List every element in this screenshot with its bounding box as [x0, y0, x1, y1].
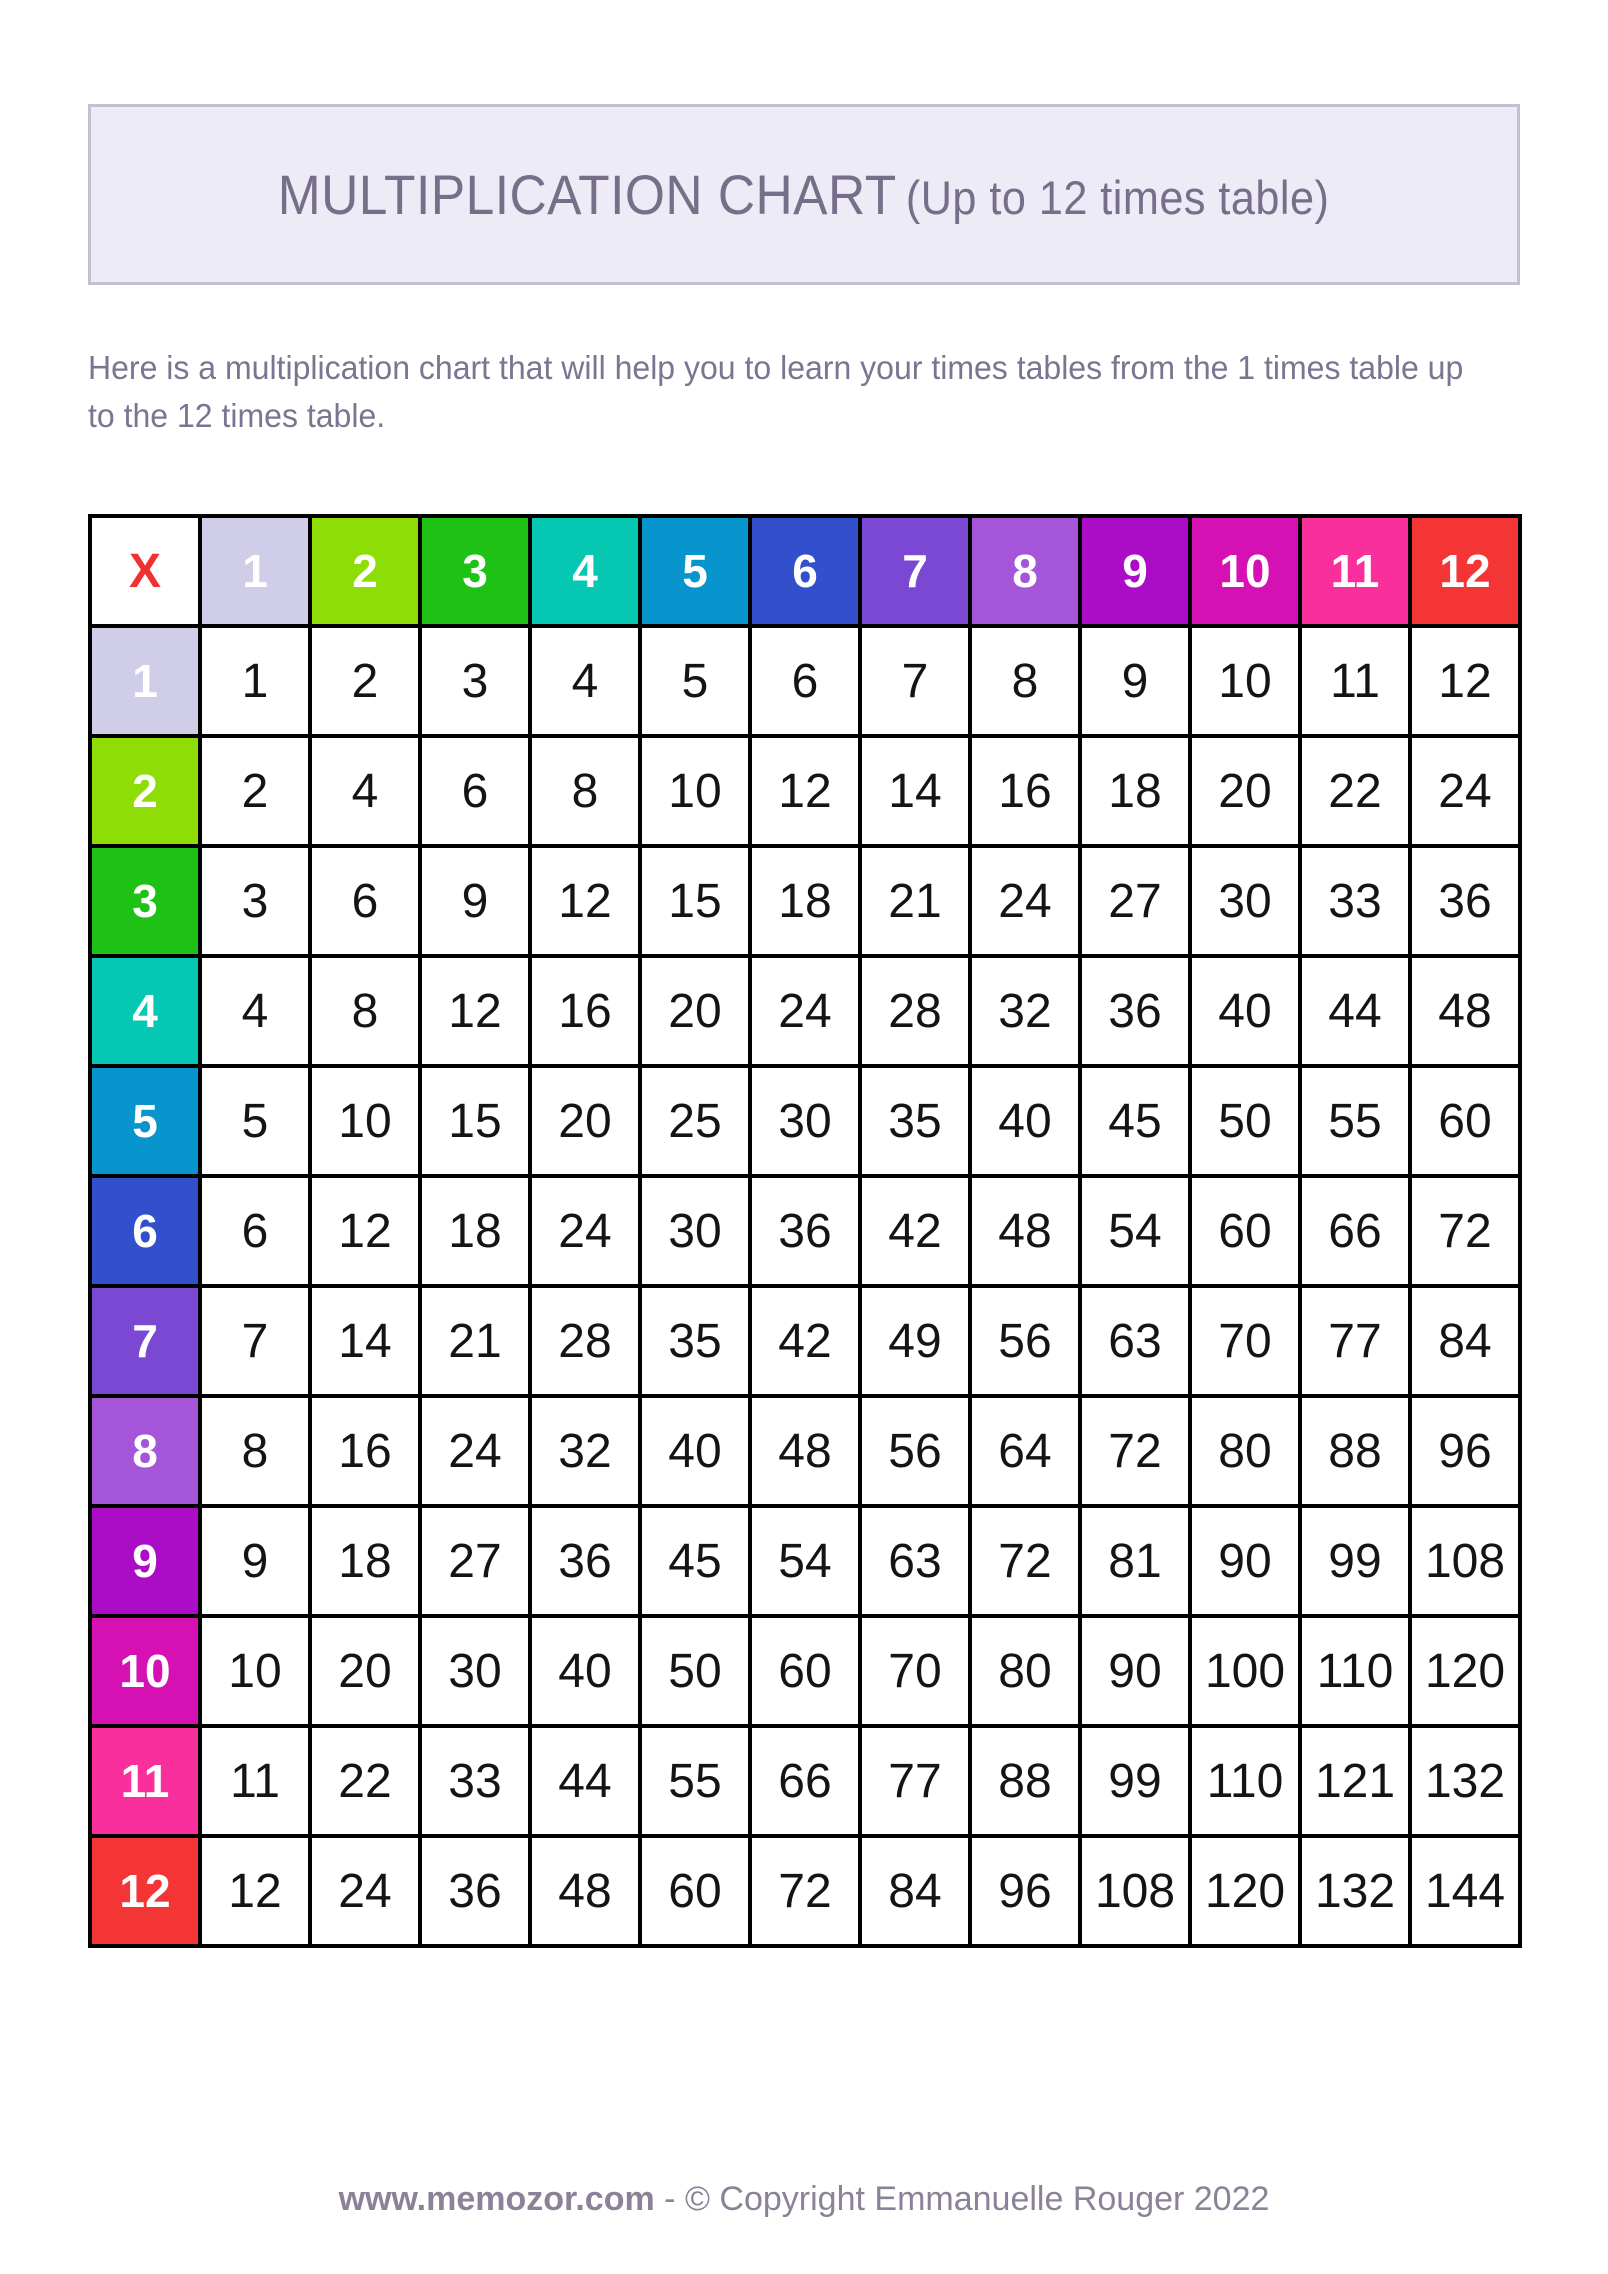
table-body	[90, 626, 1520, 1946]
product-cell-7x2: 14	[310, 1286, 420, 1396]
product-cell-12x2: 24	[310, 1836, 420, 1946]
product-cell-2x1: 2	[200, 736, 310, 846]
table-row-2	[90, 736, 1520, 846]
page-title	[278, 162, 1330, 227]
product-cell-12x9: 108	[1080, 1836, 1190, 1946]
product-cell-7x4: 28	[530, 1286, 640, 1396]
product-cell-8x5: 40	[640, 1396, 750, 1506]
row-header-7: 7	[90, 1286, 200, 1396]
product-cell-11x11: 121	[1300, 1726, 1410, 1836]
product-cell-9x11: 99	[1300, 1506, 1410, 1616]
row-header-9: 9	[90, 1506, 200, 1616]
row-header-8: 8	[90, 1396, 200, 1506]
column-header-9: 9	[1080, 516, 1190, 626]
product-cell-11x2: 22	[310, 1726, 420, 1836]
product-cell-9x10: 90	[1190, 1506, 1300, 1616]
product-cell-2x9: 18	[1080, 736, 1190, 846]
product-cell-3x2: 6	[310, 846, 420, 956]
product-cell-7x12: 84	[1410, 1286, 1520, 1396]
table-row-10	[90, 1616, 1520, 1726]
product-cell-12x11: 132	[1300, 1836, 1410, 1946]
product-cell-3x3: 9	[420, 846, 530, 956]
product-cell-1x10: 10	[1190, 626, 1300, 736]
table-row-12	[90, 1836, 1520, 1946]
product-cell-3x7: 21	[860, 846, 970, 956]
product-cell-11x7: 77	[860, 1726, 970, 1836]
product-cell-2x3: 6	[420, 736, 530, 846]
table-row-3	[90, 846, 1520, 956]
description-text: Here is a multiplication chart that will help you to learn your times tables from the 1 times table up to the 12 times table.	[88, 349, 1464, 434]
product-cell-9x7: 63	[860, 1506, 970, 1616]
product-cell-11x6: 66	[750, 1726, 860, 1836]
column-header-8: 8	[970, 516, 1080, 626]
product-cell-4x11: 44	[1300, 956, 1410, 1066]
row-header-6: 6	[90, 1176, 200, 1286]
product-cell-1x11: 11	[1300, 626, 1410, 736]
product-cell-10x2: 20	[310, 1616, 420, 1726]
product-cell-1x3: 3	[420, 626, 530, 736]
product-cell-1x2: 2	[310, 626, 420, 736]
product-cell-8x8: 64	[970, 1396, 1080, 1506]
product-cell-12x8: 96	[970, 1836, 1080, 1946]
product-cell-6x2: 12	[310, 1176, 420, 1286]
product-cell-3x12: 36	[1410, 846, 1520, 956]
product-cell-9x6: 54	[750, 1506, 860, 1616]
row-header-12: 12	[90, 1836, 200, 1946]
product-cell-5x2: 10	[310, 1066, 420, 1176]
product-cell-5x12: 60	[1410, 1066, 1520, 1176]
product-cell-12x4: 48	[530, 1836, 640, 1946]
page-title-main: MULTIPLICATION CHART	[278, 163, 898, 226]
product-cell-12x12: 144	[1410, 1836, 1520, 1946]
product-cell-12x3: 36	[420, 1836, 530, 1946]
product-cell-10x12: 120	[1410, 1616, 1520, 1726]
header-row	[90, 516, 1520, 626]
product-cell-1x12: 12	[1410, 626, 1520, 736]
multiplication-table	[88, 514, 1522, 1948]
product-cell-4x4: 16	[530, 956, 640, 1066]
product-cell-4x3: 12	[420, 956, 530, 1066]
product-cell-5x1: 5	[200, 1066, 310, 1176]
product-cell-3x9: 27	[1080, 846, 1190, 956]
product-cell-9x3: 27	[420, 1506, 530, 1616]
row-header-1: 1	[90, 626, 200, 736]
column-header-5: 5	[640, 516, 750, 626]
product-cell-10x5: 50	[640, 1616, 750, 1726]
product-cell-7x3: 21	[420, 1286, 530, 1396]
product-cell-4x7: 28	[860, 956, 970, 1066]
product-cell-1x7: 7	[860, 626, 970, 736]
product-cell-4x5: 20	[640, 956, 750, 1066]
product-cell-4x6: 24	[750, 956, 860, 1066]
table-row-4	[90, 956, 1520, 1066]
product-cell-7x7: 49	[860, 1286, 970, 1396]
product-cell-5x3: 15	[420, 1066, 530, 1176]
product-cell-9x2: 18	[310, 1506, 420, 1616]
row-header-3: 3	[90, 846, 200, 956]
table-row-6	[90, 1176, 1520, 1286]
table-row-7	[90, 1286, 1520, 1396]
product-cell-9x4: 36	[530, 1506, 640, 1616]
column-header-4: 4	[530, 516, 640, 626]
page-title-suffix: (Up to 12 times table)	[906, 171, 1330, 224]
product-cell-7x6: 42	[750, 1286, 860, 1396]
column-header-2: 2	[310, 516, 420, 626]
product-cell-9x8: 72	[970, 1506, 1080, 1616]
product-cell-8x12: 96	[1410, 1396, 1520, 1506]
product-cell-3x1: 3	[200, 846, 310, 956]
product-cell-7x1: 7	[200, 1286, 310, 1396]
product-cell-8x11: 88	[1300, 1396, 1410, 1506]
product-cell-6x9: 54	[1080, 1176, 1190, 1286]
product-cell-3x11: 33	[1300, 846, 1410, 956]
product-cell-1x4: 4	[530, 626, 640, 736]
product-cell-6x3: 18	[420, 1176, 530, 1286]
product-cell-6x8: 48	[970, 1176, 1080, 1286]
product-cell-7x10: 70	[1190, 1286, 1300, 1396]
product-cell-10x6: 60	[750, 1616, 860, 1726]
product-cell-10x11: 110	[1300, 1616, 1410, 1726]
footer-separator: -	[654, 2180, 685, 2218]
row-header-11: 11	[90, 1726, 200, 1836]
product-cell-5x5: 25	[640, 1066, 750, 1176]
product-cell-10x3: 30	[420, 1616, 530, 1726]
product-cell-11x5: 55	[640, 1726, 750, 1836]
product-cell-11x1: 11	[200, 1726, 310, 1836]
product-cell-2x10: 20	[1190, 736, 1300, 846]
product-cell-10x7: 70	[860, 1616, 970, 1726]
product-cell-6x4: 24	[530, 1176, 640, 1286]
product-cell-6x10: 60	[1190, 1176, 1300, 1286]
row-header-5: 5	[90, 1066, 200, 1176]
product-cell-6x5: 30	[640, 1176, 750, 1286]
product-cell-6x11: 66	[1300, 1176, 1410, 1286]
footer-credit	[0, 2180, 1608, 2219]
product-cell-2x7: 14	[860, 736, 970, 846]
product-cell-12x10: 120	[1190, 1836, 1300, 1946]
product-cell-4x10: 40	[1190, 956, 1300, 1066]
product-cell-3x5: 15	[640, 846, 750, 956]
product-cell-8x6: 48	[750, 1396, 860, 1506]
product-cell-4x2: 8	[310, 956, 420, 1066]
product-cell-7x5: 35	[640, 1286, 750, 1396]
product-cell-8x4: 32	[530, 1396, 640, 1506]
product-cell-8x7: 56	[860, 1396, 970, 1506]
product-cell-11x9: 99	[1080, 1726, 1190, 1836]
product-cell-6x7: 42	[860, 1176, 970, 1286]
product-cell-11x12: 132	[1410, 1726, 1520, 1836]
product-cell-9x5: 45	[640, 1506, 750, 1616]
product-cell-9x12: 108	[1410, 1506, 1520, 1616]
product-cell-11x10: 110	[1190, 1726, 1300, 1836]
product-cell-4x12: 48	[1410, 956, 1520, 1066]
product-cell-12x7: 84	[860, 1836, 970, 1946]
product-cell-5x11: 55	[1300, 1066, 1410, 1176]
product-cell-3x4: 12	[530, 846, 640, 956]
product-cell-3x6: 18	[750, 846, 860, 956]
product-cell-10x10: 100	[1190, 1616, 1300, 1726]
product-cell-5x6: 30	[750, 1066, 860, 1176]
product-cell-4x9: 36	[1080, 956, 1190, 1066]
product-cell-5x9: 45	[1080, 1066, 1190, 1176]
column-header-10: 10	[1190, 516, 1300, 626]
row-header-2: 2	[90, 736, 200, 846]
product-cell-1x6: 6	[750, 626, 860, 736]
product-cell-10x4: 40	[530, 1616, 640, 1726]
product-cell-4x8: 32	[970, 956, 1080, 1066]
column-header-7: 7	[860, 516, 970, 626]
row-header-4: 4	[90, 956, 200, 1066]
product-cell-11x3: 33	[420, 1726, 530, 1836]
product-cell-7x11: 77	[1300, 1286, 1410, 1396]
footer-copyright: © Copyright Emmanuelle Rouger 2022	[684, 2180, 1270, 2218]
product-cell-3x10: 30	[1190, 846, 1300, 956]
table-row-8	[90, 1396, 1520, 1506]
table-row-9	[90, 1506, 1520, 1616]
product-cell-5x4: 20	[530, 1066, 640, 1176]
product-cell-12x5: 60	[640, 1836, 750, 1946]
product-cell-2x6: 12	[750, 736, 860, 846]
product-cell-8x1: 8	[200, 1396, 310, 1506]
product-cell-2x5: 10	[640, 736, 750, 846]
product-cell-5x7: 35	[860, 1066, 970, 1176]
table-row-11	[90, 1726, 1520, 1836]
product-cell-9x9: 81	[1080, 1506, 1190, 1616]
product-cell-2x4: 8	[530, 736, 640, 846]
product-cell-12x6: 72	[750, 1836, 860, 1946]
product-cell-2x12: 24	[1410, 736, 1520, 846]
product-cell-2x8: 16	[970, 736, 1080, 846]
column-header-1: 1	[200, 516, 310, 626]
product-cell-4x1: 4	[200, 956, 310, 1066]
product-cell-11x4: 44	[530, 1726, 640, 1836]
corner-cell-x: X	[90, 516, 200, 626]
product-cell-1x5: 5	[640, 626, 750, 736]
product-cell-2x2: 4	[310, 736, 420, 846]
product-cell-8x2: 16	[310, 1396, 420, 1506]
product-cell-1x1: 1	[200, 626, 310, 736]
product-cell-10x9: 90	[1080, 1616, 1190, 1726]
product-cell-1x9: 9	[1080, 626, 1190, 736]
product-cell-5x10: 50	[1190, 1066, 1300, 1176]
column-header-6: 6	[750, 516, 860, 626]
table-row-5	[90, 1066, 1520, 1176]
product-cell-10x8: 80	[970, 1616, 1080, 1726]
product-cell-5x8: 40	[970, 1066, 1080, 1176]
product-cell-1x8: 8	[970, 626, 1080, 736]
column-header-11: 11	[1300, 516, 1410, 626]
column-header-12: 12	[1410, 516, 1520, 626]
product-cell-6x6: 36	[750, 1176, 860, 1286]
product-cell-2x11: 22	[1300, 736, 1410, 846]
product-cell-8x9: 72	[1080, 1396, 1190, 1506]
footer-site-url: www.memozor.com	[338, 2180, 655, 2218]
product-cell-10x1: 10	[200, 1616, 310, 1726]
product-cell-6x1: 6	[200, 1176, 310, 1286]
product-cell-7x9: 63	[1080, 1286, 1190, 1396]
product-cell-8x3: 24	[420, 1396, 530, 1506]
product-cell-6x12: 72	[1410, 1176, 1520, 1286]
product-cell-12x1: 12	[200, 1836, 310, 1946]
table-row-1	[90, 626, 1520, 736]
row-header-10: 10	[90, 1616, 200, 1726]
title-banner	[88, 104, 1520, 285]
product-cell-8x10: 80	[1190, 1396, 1300, 1506]
product-cell-11x8: 88	[970, 1726, 1080, 1836]
product-cell-9x1: 9	[200, 1506, 310, 1616]
product-cell-3x8: 24	[970, 846, 1080, 956]
table-head	[90, 516, 1520, 626]
column-header-3: 3	[420, 516, 530, 626]
product-cell-7x8: 56	[970, 1286, 1080, 1396]
